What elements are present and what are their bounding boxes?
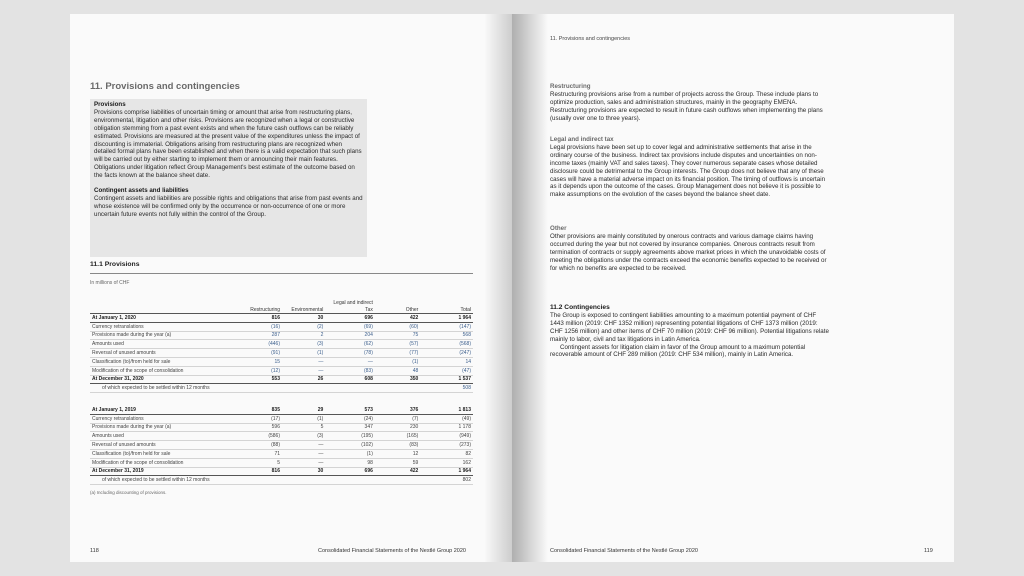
- row-label: Classification (to)/from held for sale: [90, 357, 235, 366]
- row-label: Provisions made during the year (a): [90, 423, 235, 432]
- row-label: Reversal of unused amounts: [90, 441, 235, 450]
- cell-value: (1): [325, 449, 375, 458]
- contingencies-text-1: The Group is exposed to contingent liabilities amounting to a maximum potential payment of CHF 1443 million (2019: CHF 1352 million) representing potential litigations of CHF 1373 million (2019: CHF 1256 million) and other items of CHF 70 million (2019: CHF 96 million). Potential litigations relate mainly to labor, civil and tax litigations in Latin America.: [550, 311, 829, 343]
- cell-value: 162: [420, 458, 473, 467]
- table-row: [90, 449, 473, 458]
- cell-value: 596: [235, 423, 282, 432]
- cell-value: (12): [235, 366, 282, 375]
- cell-value: (3): [282, 432, 325, 441]
- table-row: [90, 366, 473, 375]
- cell-value: (91): [235, 349, 282, 358]
- cell-value: (195): [325, 432, 375, 441]
- cell-value: (1): [282, 414, 325, 423]
- cell-value: 816: [235, 467, 282, 476]
- provisions-table-2020: [90, 298, 473, 393]
- cell-value: 230: [375, 423, 420, 432]
- page-title: 11. Provisions and contingencies: [90, 81, 240, 92]
- cell-value: 696: [325, 467, 375, 476]
- contingencies-title: 11.2 Contingencies: [550, 304, 610, 311]
- cell-value: (47): [420, 366, 473, 375]
- row-label: Reversal of unused amounts: [90, 349, 235, 358]
- row-label: Currency retranslations: [90, 414, 235, 423]
- legal-text: Legal provisions have been set up to cover legal and administrative settlements that arise in the ordinary course of the business. Indirect tax provisions include disputes and uncertainties on non-income taxes (mainly VAT and sales taxes). They cover numerous separate cases whose detailed disclosure could be detrimental to the Group interests. The Group does not believe that any of these cases will have a material adverse impact on its financial position. The timing of outflows is uncertain as it depends upon the outcome of the cases. Group Management does not believe it is possible to make assumptions on the evolution of the cases beyond the balance sheet date.: [550, 143, 826, 199]
- cell-value: (7): [375, 414, 420, 423]
- cell-value: (949): [420, 432, 473, 441]
- header-restructuring: Restructuring: [235, 298, 282, 314]
- gutter-shadow-right: [512, 14, 548, 562]
- cell-value: (102): [325, 441, 375, 450]
- cell-value: 1 537: [420, 375, 473, 384]
- cell-value: (147): [420, 322, 473, 331]
- cell-value: 5: [235, 458, 282, 467]
- cell-value: (247): [420, 349, 473, 358]
- row-label: At January 1, 2020: [90, 314, 235, 323]
- table-row: [90, 406, 473, 414]
- gutter-shadow-left: [484, 14, 512, 562]
- row-label: Provisions made during the year (a): [90, 331, 235, 340]
- cell-value: —: [282, 357, 325, 366]
- cell-value: (586): [235, 432, 282, 441]
- section-divider: [90, 273, 473, 274]
- cell-value: 75: [375, 331, 420, 340]
- cell-value: 5: [282, 423, 325, 432]
- cell-value: (88): [235, 441, 282, 450]
- table-row: [90, 331, 473, 340]
- restructuring-text: Restructuring provisions arise from a number of projects across the Group. These include plans to optimize production, sales and administration structures, mainly in the geography EMENA. Restructuring provisions are expected to result in future cash outflows when implementing the plans (usually over one to three years).: [550, 90, 823, 122]
- cell-value: 608: [325, 375, 375, 384]
- row-label: At January 1, 2019: [90, 406, 235, 414]
- cell-value: 422: [375, 467, 420, 476]
- definitions-box: [90, 99, 367, 257]
- cell-value: (17): [235, 414, 282, 423]
- cell-value: (1): [375, 357, 420, 366]
- cell-value: (83): [375, 441, 420, 450]
- cell-value: 287: [235, 331, 282, 340]
- cell-value: —: [282, 449, 325, 458]
- cell-value: 14: [420, 357, 473, 366]
- table-row: [90, 441, 473, 450]
- cell-value: [325, 476, 375, 485]
- footnote: (a) Including discounting of provisions.: [90, 490, 167, 495]
- provisions-text: Provisions comprise liabilities of uncertain timing or amount that arise from restructuring plans, environmental, litigation and other risks. Provisions are recognized when a legal or constructive obligation stemming from a past event exists and when the future cash outflows can be reliably estimated. Provisions are measured at the present value of the expenditures unless the impact of discounting is immaterial. Obligations arising from restructuring plans are recognized when detailed formal plans have been established and when there is a valid expectation that such plans will be carried out by either starting to implement them or announcing their main features. Obligations under litigation reflect Group Management's best estimate of the outcome based on the facts known at the balance sheet date.: [94, 108, 362, 180]
- other-section: [550, 225, 830, 272]
- cell-value: 15: [235, 357, 282, 366]
- cell-value: [235, 476, 282, 485]
- cell-value: (568): [420, 340, 473, 349]
- table-header-row: [90, 298, 473, 314]
- row-label: Amounts used: [90, 340, 235, 349]
- cell-value: 1 964: [420, 314, 473, 323]
- cell-value: (273): [420, 441, 473, 450]
- contingencies-section: [550, 304, 830, 359]
- cell-value: (57): [375, 340, 420, 349]
- cell-value: 696: [325, 314, 375, 323]
- table-row: [90, 357, 473, 366]
- cell-value: 12: [375, 449, 420, 458]
- cell-value: 835: [235, 406, 282, 414]
- cell-value: 2: [282, 331, 325, 340]
- provisions-heading: Provisions: [94, 101, 126, 108]
- row-label: of which expected to be settled within 12 months: [90, 476, 235, 485]
- row-label: Amounts used: [90, 432, 235, 441]
- table-row: [90, 467, 473, 476]
- table-row: [90, 476, 473, 485]
- other-heading: Other: [550, 225, 567, 232]
- footer-text-left: Consolidated Financial Statements of the Nestlé Group 2020: [318, 548, 466, 554]
- cell-value: 30: [282, 314, 325, 323]
- cell-value: 29: [282, 406, 325, 414]
- contingencies-text-2: Contingent assets for litigation claim in favor of the Group amount to a maximum potential recoverable amount of CHF 289 million (2019: CHF 534 million), mainly in Latin America.: [550, 343, 806, 359]
- cell-value: 48: [375, 366, 420, 375]
- row-label: At December 31, 2020: [90, 375, 235, 384]
- cell-value: —: [282, 366, 325, 375]
- table-row: [90, 322, 473, 331]
- cell-value: (2): [282, 322, 325, 331]
- header-total: Total: [420, 298, 473, 314]
- cell-value: 26: [282, 375, 325, 384]
- page-number-left: 118: [90, 548, 99, 554]
- header-other: Other: [375, 298, 420, 314]
- row-label: Modification of the scope of consolidation: [90, 458, 235, 467]
- cell-value: 1 813: [420, 406, 473, 414]
- table-row: [90, 423, 473, 432]
- row-label: Classification (to)/from held for sale: [90, 449, 235, 458]
- table-row: [90, 432, 473, 441]
- cell-value: 71: [235, 449, 282, 458]
- cell-value: —: [282, 441, 325, 450]
- footer-text-right: Consolidated Financial Statements of the Nestlé Group 2020: [550, 548, 698, 554]
- cell-value: (49): [420, 414, 473, 423]
- legal-section: [550, 136, 830, 199]
- other-text: Other provisions are mainly constituted by onerous contracts and various damage claims having occurred during the year but not covered by insurance companies. Onerous contracts result from termination of contracts or supply agreements above market prices in which the unavoidable costs of meeting the obligations under the contracts exceed the economic benefits expected to be received or for which no benefits are expected to be received.: [550, 232, 827, 272]
- header-environmental: Environmental: [282, 298, 325, 314]
- left-page: [70, 14, 512, 562]
- cell-value: 816: [235, 314, 282, 323]
- header-blank: [90, 298, 235, 314]
- cell-value: 1 964: [420, 467, 473, 476]
- cell-value: [235, 384, 282, 393]
- cell-value: (16): [235, 322, 282, 331]
- cell-value: 568: [420, 331, 473, 340]
- cell-value: 376: [375, 406, 420, 414]
- cell-value: (3): [282, 340, 325, 349]
- section-title-provisions: 11.1 Provisions: [90, 261, 140, 268]
- running-header: 11. Provisions and contingencies: [550, 36, 631, 42]
- cell-value: [282, 476, 325, 485]
- legal-heading: Legal and indirect tax: [550, 136, 614, 143]
- cell-value: —: [282, 458, 325, 467]
- cell-value: 59: [375, 458, 420, 467]
- cell-value: 347: [325, 423, 375, 432]
- row-label: of which expected to be settled within 12 months: [90, 384, 235, 393]
- unit-note: In millions of CHF: [90, 280, 130, 286]
- cell-value: 30: [282, 467, 325, 476]
- restructuring-heading: Restructuring: [550, 83, 591, 90]
- cell-value: [375, 384, 420, 393]
- contingent-heading: Contingent assets and liabilities: [94, 187, 189, 195]
- cell-value: 82: [420, 449, 473, 458]
- table-row: [90, 384, 473, 393]
- table-row: [90, 375, 473, 384]
- cell-value: (1): [282, 349, 325, 358]
- cell-value: 802: [420, 476, 473, 485]
- cell-value: —: [325, 357, 375, 366]
- cell-value: 553: [235, 375, 282, 384]
- cell-value: (62): [325, 340, 375, 349]
- header-legal: Legal and indirect Tax: [325, 298, 375, 314]
- cell-value: (446): [235, 340, 282, 349]
- row-label: Modification of the scope of consolidation: [90, 366, 235, 375]
- cell-value: 1 178: [420, 423, 473, 432]
- page-number-right: 119: [924, 548, 933, 554]
- cell-value: (24): [325, 414, 375, 423]
- cell-value: (83): [325, 366, 375, 375]
- cell-value: 98: [325, 458, 375, 467]
- table-row: [90, 458, 473, 467]
- cell-value: (69): [325, 322, 375, 331]
- cell-value: 350: [375, 375, 420, 384]
- row-label: Currency retranslations: [90, 322, 235, 331]
- cell-value: 204: [325, 331, 375, 340]
- cell-value: (60): [375, 322, 420, 331]
- cell-value: 508: [420, 384, 473, 393]
- table-row: [90, 314, 473, 323]
- table-row: [90, 349, 473, 358]
- cell-value: 573: [325, 406, 375, 414]
- table-row: [90, 414, 473, 423]
- cell-value: 422: [375, 314, 420, 323]
- cell-value: [282, 384, 325, 393]
- provisions-table-2019: [90, 406, 473, 485]
- contingent-text: Contingent assets and liabilities are possible rights and obligations that arise from past events and whose existence will be confirmed only by the occurrence or non-occurrence of one or more uncertain future events not fully within the control of the Group.: [94, 194, 363, 218]
- cell-value: (165): [375, 432, 420, 441]
- cell-value: [325, 384, 375, 393]
- restructuring-section: [550, 83, 830, 123]
- cell-value: (78): [325, 349, 375, 358]
- cell-value: (77): [375, 349, 420, 358]
- table-row: [90, 340, 473, 349]
- cell-value: [375, 476, 420, 485]
- right-page: [512, 14, 954, 562]
- row-label: At December 31, 2019: [90, 467, 235, 476]
